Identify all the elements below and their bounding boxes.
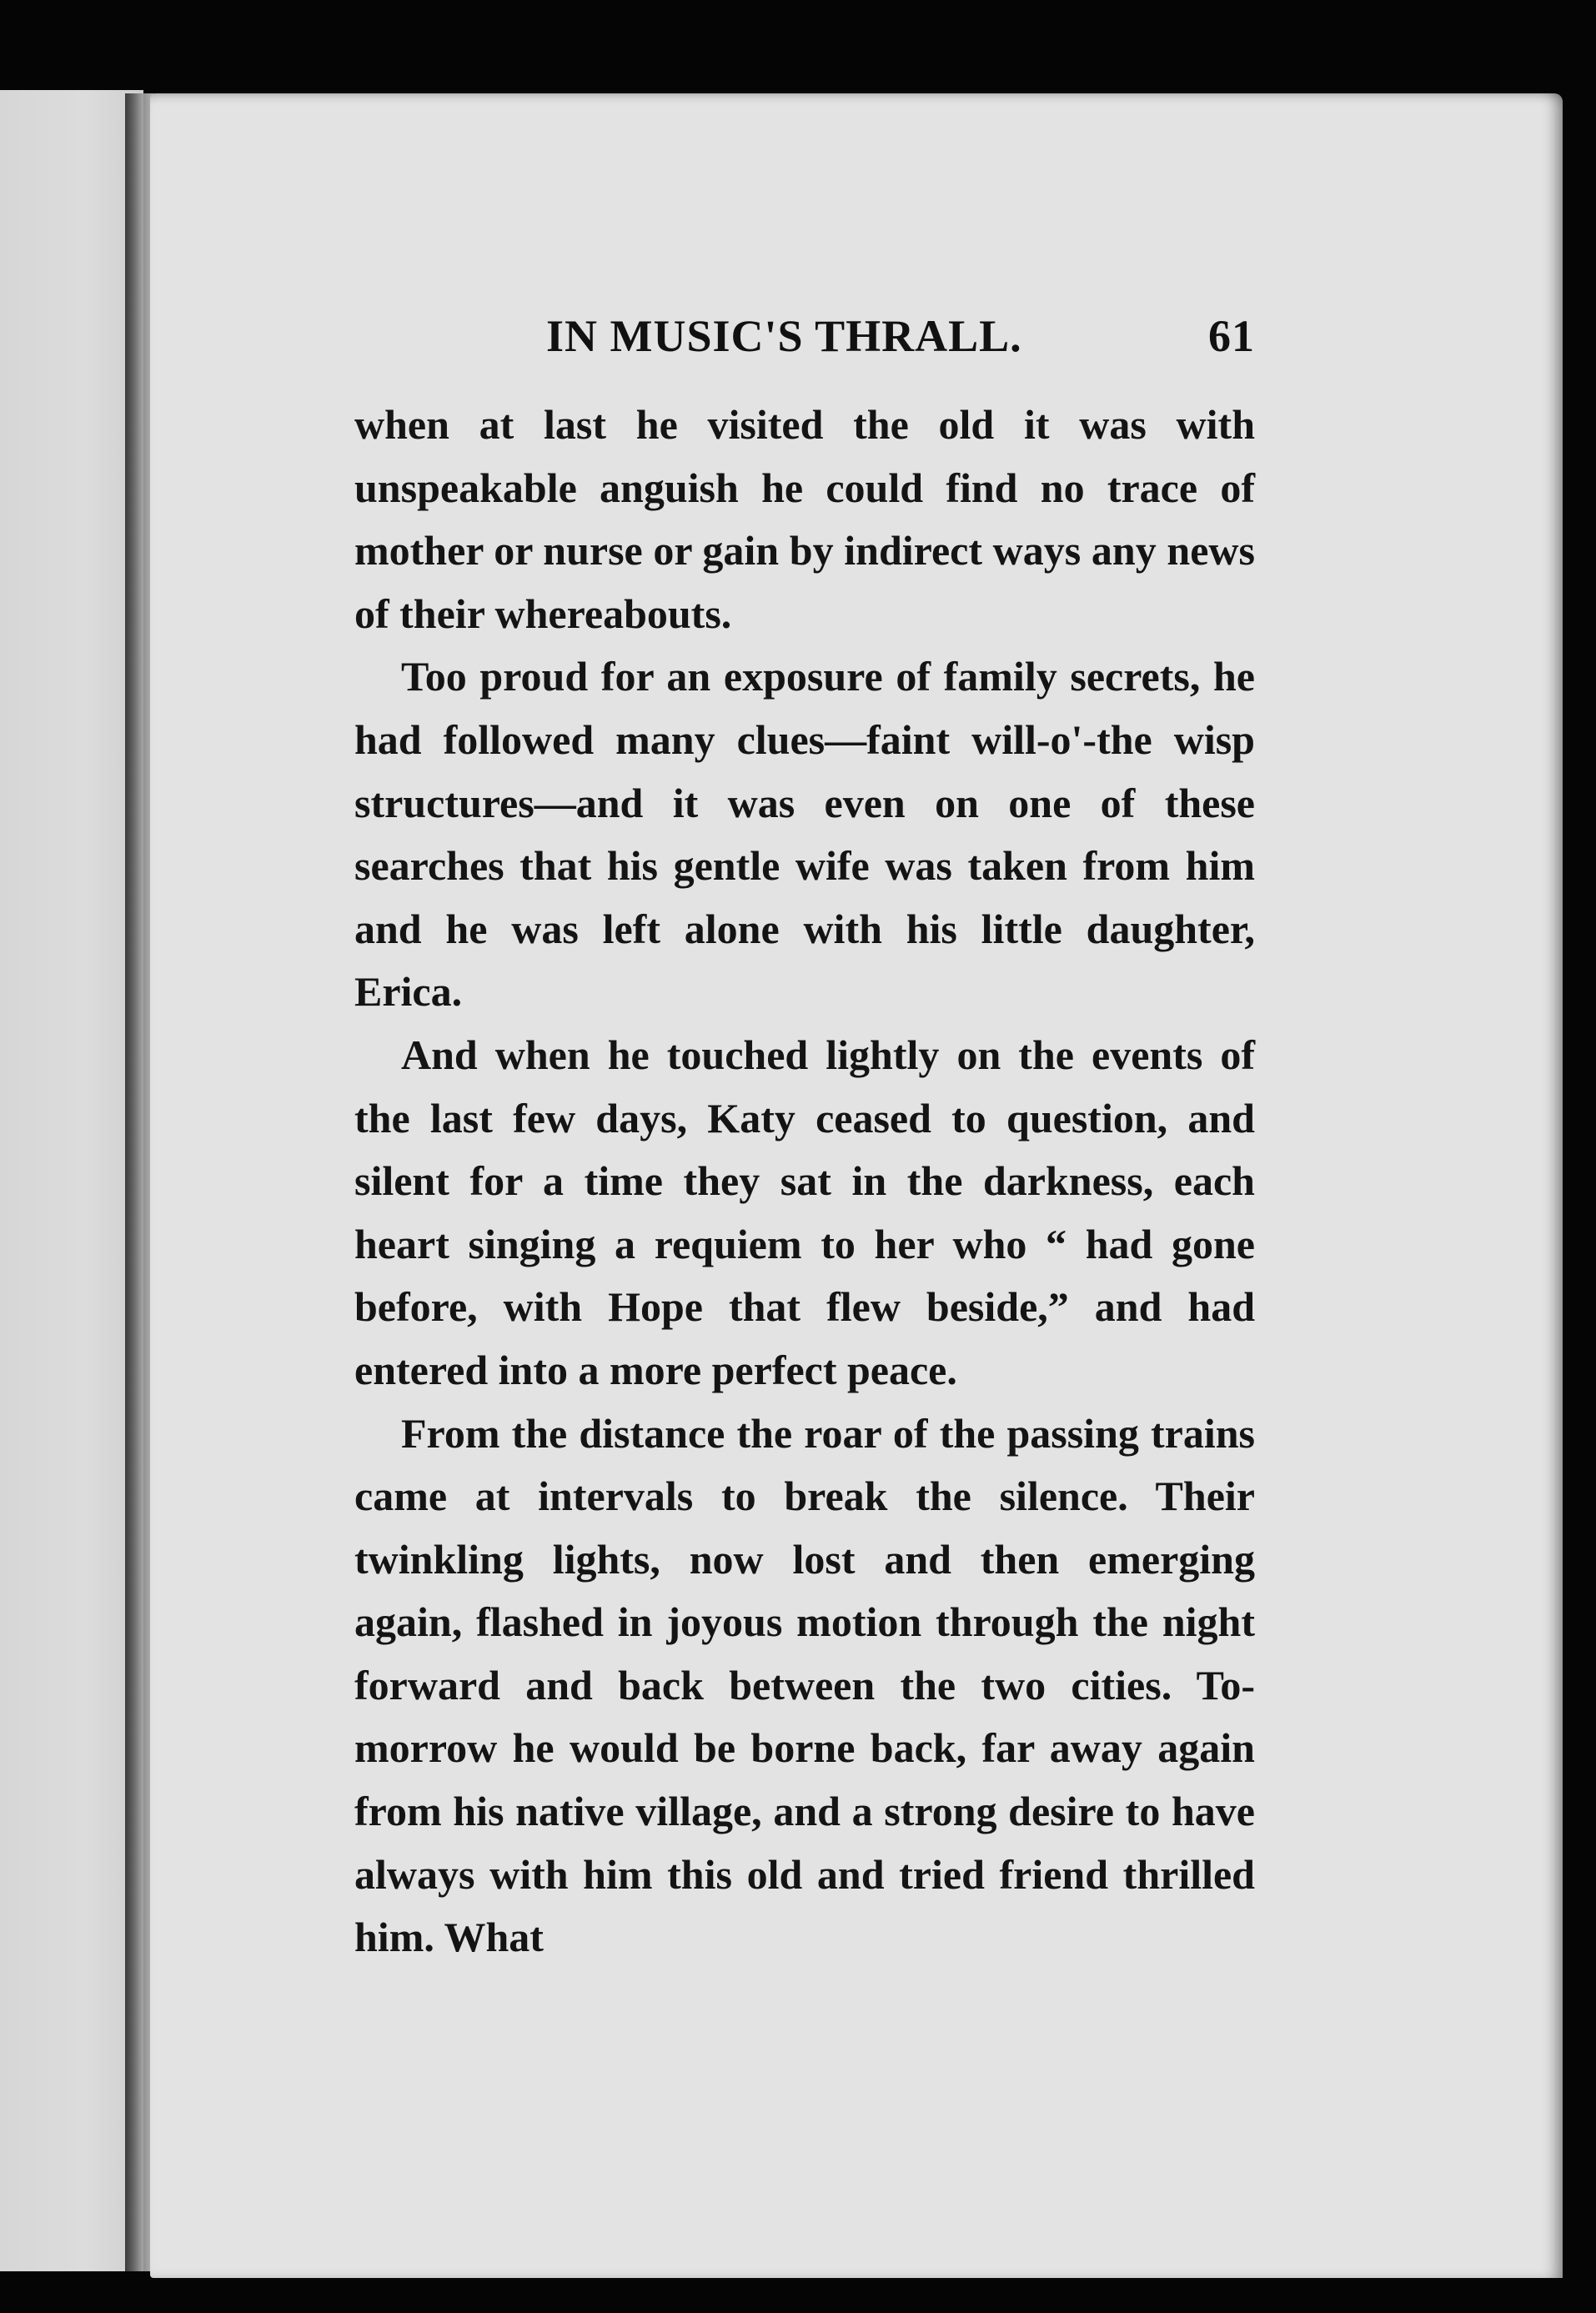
paragraph-2: Too proud for an exposure of family secrets, he had followed many clues—faint will-o'-the wisp structures—and it was even on one of these searches that his gentle wife was taken from him and he was left alone with his little daughter, Erica. <box>354 653 1255 1016</box>
page-header <box>546 300 1255 375</box>
body-text <box>354 394 1255 1969</box>
paragraph-3: And when he touched lightly on the events of the last few days, Katy ceased to question, and silent for a time they sat in the darkness, each heart singing a requiem to her who “ had gone before, with Hope that flew beside,” and had entered into a more perfect peace. <box>354 1031 1255 1393</box>
paragraph-4: From the distance the roar of the passing trains came at intervals to break the silence. Their twinkling lights, now lost and then emerging again, flashed in joyous motion through the night forward and back between the two cities. To-morrow he would be borne back, far away again from his native village, and a strong desire to have always with him this old and tried friend thrilled him. What <box>354 1409 1255 1961</box>
book-gutter <box>125 93 153 2271</box>
running-title: IN MUSIC'S THRALL. <box>546 311 1022 361</box>
paragraph-1: when at last he visited the old it was with unspeakable anguish he could find no trace of mother or nurse or gain by indirect ways any news of their whereabouts. <box>354 401 1255 637</box>
facing-page-edge <box>0 90 143 2271</box>
page-number: 61 <box>1208 311 1255 361</box>
